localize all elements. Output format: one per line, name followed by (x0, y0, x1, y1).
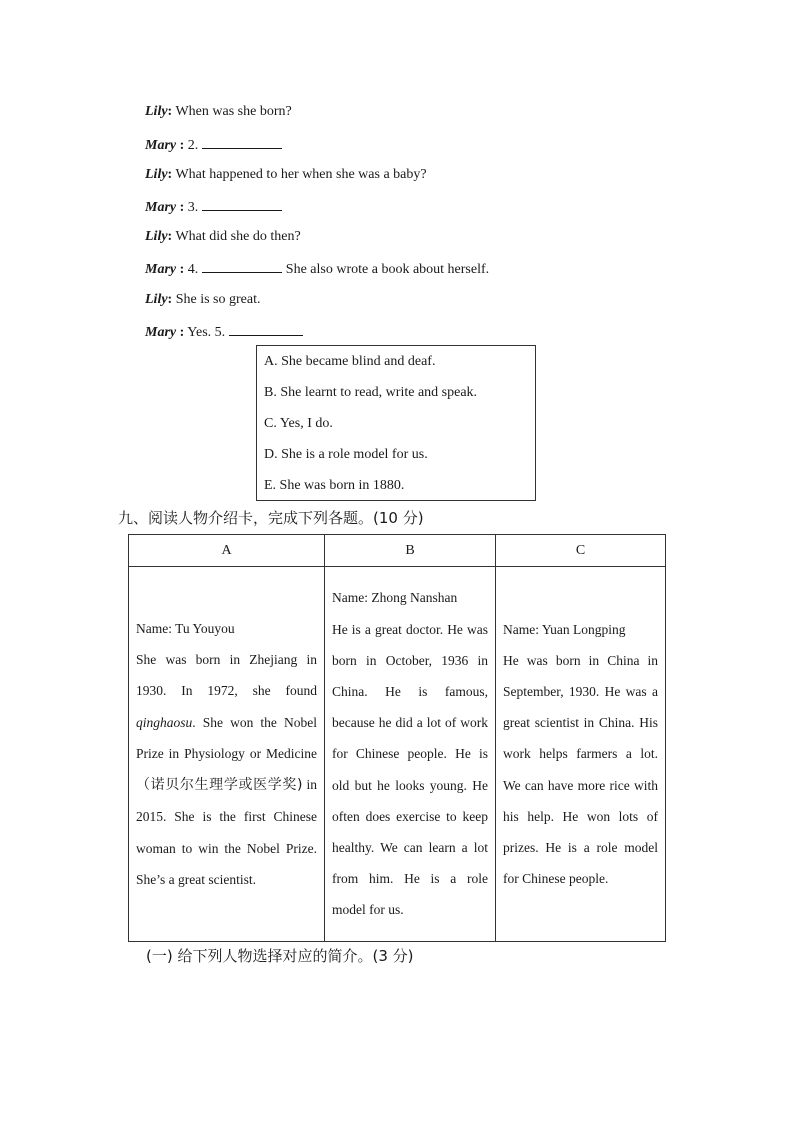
dialogue-text-after: She also wrote a book about herself. (282, 262, 490, 277)
dialogue-line (145, 227, 301, 247)
speaker-name: Mary (145, 325, 177, 340)
speaker-name: Lily (145, 229, 168, 244)
dialogue-line (145, 258, 489, 278)
speaker-colon: : (167, 104, 173, 119)
answer-blank[interactable] (202, 196, 282, 211)
speaker-colon: : (167, 229, 173, 244)
speaker-colon: : (167, 292, 173, 307)
header-a: A (129, 535, 325, 567)
card-row (129, 567, 666, 942)
speaker-name: Mary (145, 200, 177, 215)
dialogue-text: Yes. 5. (184, 325, 226, 340)
dialogue-text: What happened to her when she was a baby? (172, 167, 427, 182)
card-a-text-3: in 2015. She is the first Chinese woman to win the Nobel Prize. She’s a great scientist. (136, 777, 317, 887)
option-e: E. She was born in 1880. (264, 478, 405, 493)
card-a-text-2: . She won the Nobel Prize in Physiology or Medicine (136, 714, 317, 761)
speaker-name: Mary (145, 138, 177, 153)
card-b-text: He is a great doctor. He was born in October, 1936 in China. He is famous, because he did a lot of work for Chinese people. He is old but he looks young. He often does exercise to keep healthy. We can learn a lot from him. He is a role model for us. (332, 621, 488, 918)
option-a: A. She became blind and deaf. (264, 354, 436, 369)
dialogue-line (145, 102, 292, 122)
dialogue-line (145, 321, 303, 341)
dialogue-text: 2. (184, 138, 199, 153)
dialogue-line (145, 165, 427, 185)
dialogue-text: When was she born? (172, 104, 292, 119)
card-c-text: He was born in China in September, 1930. He was a great scientist in China. His work helps farmers a lot. We can have more rice with his help. He won lots of prizes. He is a role model for Chinese people. (503, 652, 658, 887)
card-a-name: Name: Tu Youyou (136, 621, 235, 637)
sub-question-title: (一) 给下列人物选择对应的简介。(3 分) (146, 947, 414, 965)
speaker-name: Lily (145, 292, 168, 307)
answer-blank[interactable] (202, 134, 282, 149)
dialogue-line (145, 290, 260, 310)
speaker-colon: : (176, 138, 185, 153)
speaker-name: Lily (145, 167, 168, 182)
speaker-colon: : (176, 262, 185, 277)
header-c: C (496, 535, 666, 567)
speaker-colon: : (167, 167, 173, 182)
card-a (129, 567, 325, 942)
section-title: 九、阅读人物介绍卡，完成下列各题。(10 分) (118, 509, 424, 527)
speaker-colon: : (176, 325, 185, 340)
card-a-cjk: （诺贝尔生理学或医学奖) (136, 777, 303, 794)
answer-blank[interactable] (202, 258, 282, 273)
card-b (325, 567, 496, 942)
dialogue-text: She is so great. (172, 292, 261, 307)
option-c: C. Yes, I do. (264, 416, 333, 431)
header-b: B (325, 535, 496, 567)
card-a-italic: qinghaosu (136, 714, 193, 730)
answer-blank[interactable] (229, 321, 303, 336)
dialogue-line (145, 134, 282, 154)
card-b-name: Name: Zhong Nanshan (332, 590, 458, 606)
person-cards-table (128, 534, 666, 942)
option-b: B. She learnt to read, write and speak. (264, 385, 478, 400)
option-d: D. She is a role model for us. (264, 447, 428, 462)
card-c (496, 567, 666, 942)
speaker-name: Mary (145, 262, 177, 277)
speaker-name: Lily (145, 104, 168, 119)
card-c-name: Name: Yuan Longping (503, 621, 626, 637)
speaker-colon: : (176, 200, 185, 215)
dialogue-line (145, 196, 282, 216)
dialogue-text: 3. (184, 200, 199, 215)
card-a-text-1: She was born in Zhejiang in 1930. In 1972, she found (136, 652, 317, 699)
dialogue-text: What did she do then? (172, 229, 301, 244)
header-row (129, 535, 666, 567)
dialogue-text: 4. (184, 262, 199, 277)
options-box (256, 345, 536, 501)
